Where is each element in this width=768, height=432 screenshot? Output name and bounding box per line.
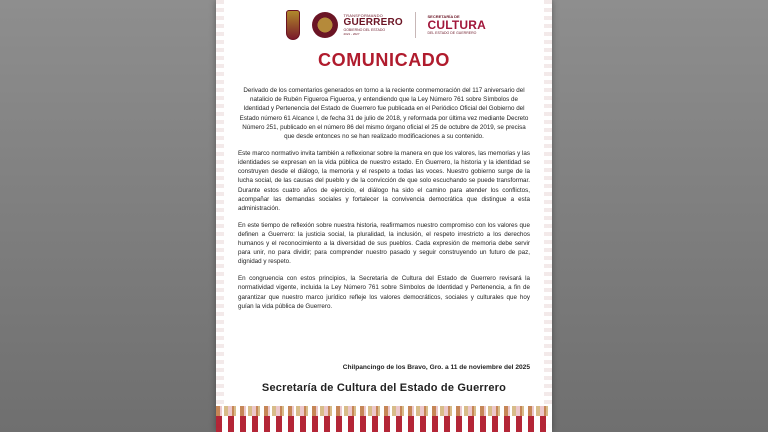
gobierno-line4: 2021 - 2027 (343, 32, 360, 37)
paragraph-4: En congruencia con estos principios, la Secretaría de Cultura del Estado de Guerrero revisará la normatividad vigente, incluida la Ley Número 761 sobre Símbolos de Identidad y Pertenencia, a fin de garantizar que nuestro marco jurídico refleje los valores democráticos, sociales y culturales que hoy guían la vida pública de Guerrero. (238, 275, 530, 310)
place-date: Chilpancingo de los Bravo, Gro. a 11 de noviembre del 2025 (342, 364, 530, 371)
cultura-logo-text (428, 15, 487, 36)
logo-separator (415, 12, 416, 38)
signature-department: Secretaría de Cultura del Estado de Guerrero (261, 382, 507, 394)
document-page (216, 0, 552, 432)
shield-icon (286, 10, 300, 40)
gobierno-logo-icon (312, 12, 338, 38)
paragraph-3: En este tiempo de reflexión sobre nuestra historia, reafirmamos nuestro compromiso con los valores que definen a Guerrero: la justicia social, la pluralidad, la inclusión, el respeto irrestricto a los derechos humanos y el reconocimiento a la diversidad de sus pueblos. Cada expresión de memoria debe servir para unir, no para dividir; para comprender nuestro pasado y seguir construyendo un futuro de paz, dignidad y respeto. (238, 221, 530, 266)
paragraph-1: Derivado de los comentarios generados en torno a la reciente conmemoración del 117 aniversario del natalicio de Rubén Figueroa Figueroa, y entendiendo que la Ley Número 761 sobre Símbolos de Identidad y Pertenencia del Estado de Guerrero fue publicada en el Periódico Oficial del Gobierno del Estado número 61 Alcance I, de fecha 31 de julio de 2018, y reformada por última vez mediante Decreto Número 251, publicado en el número 86 del mismo órgano oficial el 25 de octubre de 2019, se precisa que desde entonces no se han realizado modificaciones a su contenido. (239, 87, 529, 141)
paragraph-2: Este marco normativo invita también a reflexionar sobre la manera en que los valores, las memorias y las identidades se expresan en la vida pública de nuestro estado. En Guerrero, la historia y la identidad se construyen desde el diálogo, la memoria y el respeto a todas las voces. Nuestro gobierno surge de la lucha social, de las causas del pueblo y de la convicción de que solo escuchando se puede transformar. Durante estos cuatro años de ejercicio, el diálogo ha sido el camino para atender los conflictos, acompañar las demandas sociales y fortalecer la convivencia democrática que distingue a esta administración. (238, 149, 530, 212)
cultura-line3: DEL ESTADO DE GUERRERO (427, 30, 477, 35)
gobierno-line2: GUERRERO (343, 16, 403, 28)
gobierno-logo (312, 12, 402, 38)
cultura-line1: SECRETARÍA DE (427, 13, 460, 19)
footer-decorative-pattern (216, 406, 552, 432)
background-left (0, 0, 216, 432)
cultura-line2: CULTURA (427, 17, 486, 32)
document-body (238, 86, 530, 318)
header-logos (286, 8, 486, 42)
document-title: COMUNICADO (318, 50, 450, 70)
gobierno-line3: GOBIERNO DEL ESTADO (343, 27, 386, 32)
gobierno-line1: TRANSFORMANDO (343, 12, 383, 18)
background-right (552, 0, 768, 432)
gobierno-logo-text (343, 14, 402, 37)
